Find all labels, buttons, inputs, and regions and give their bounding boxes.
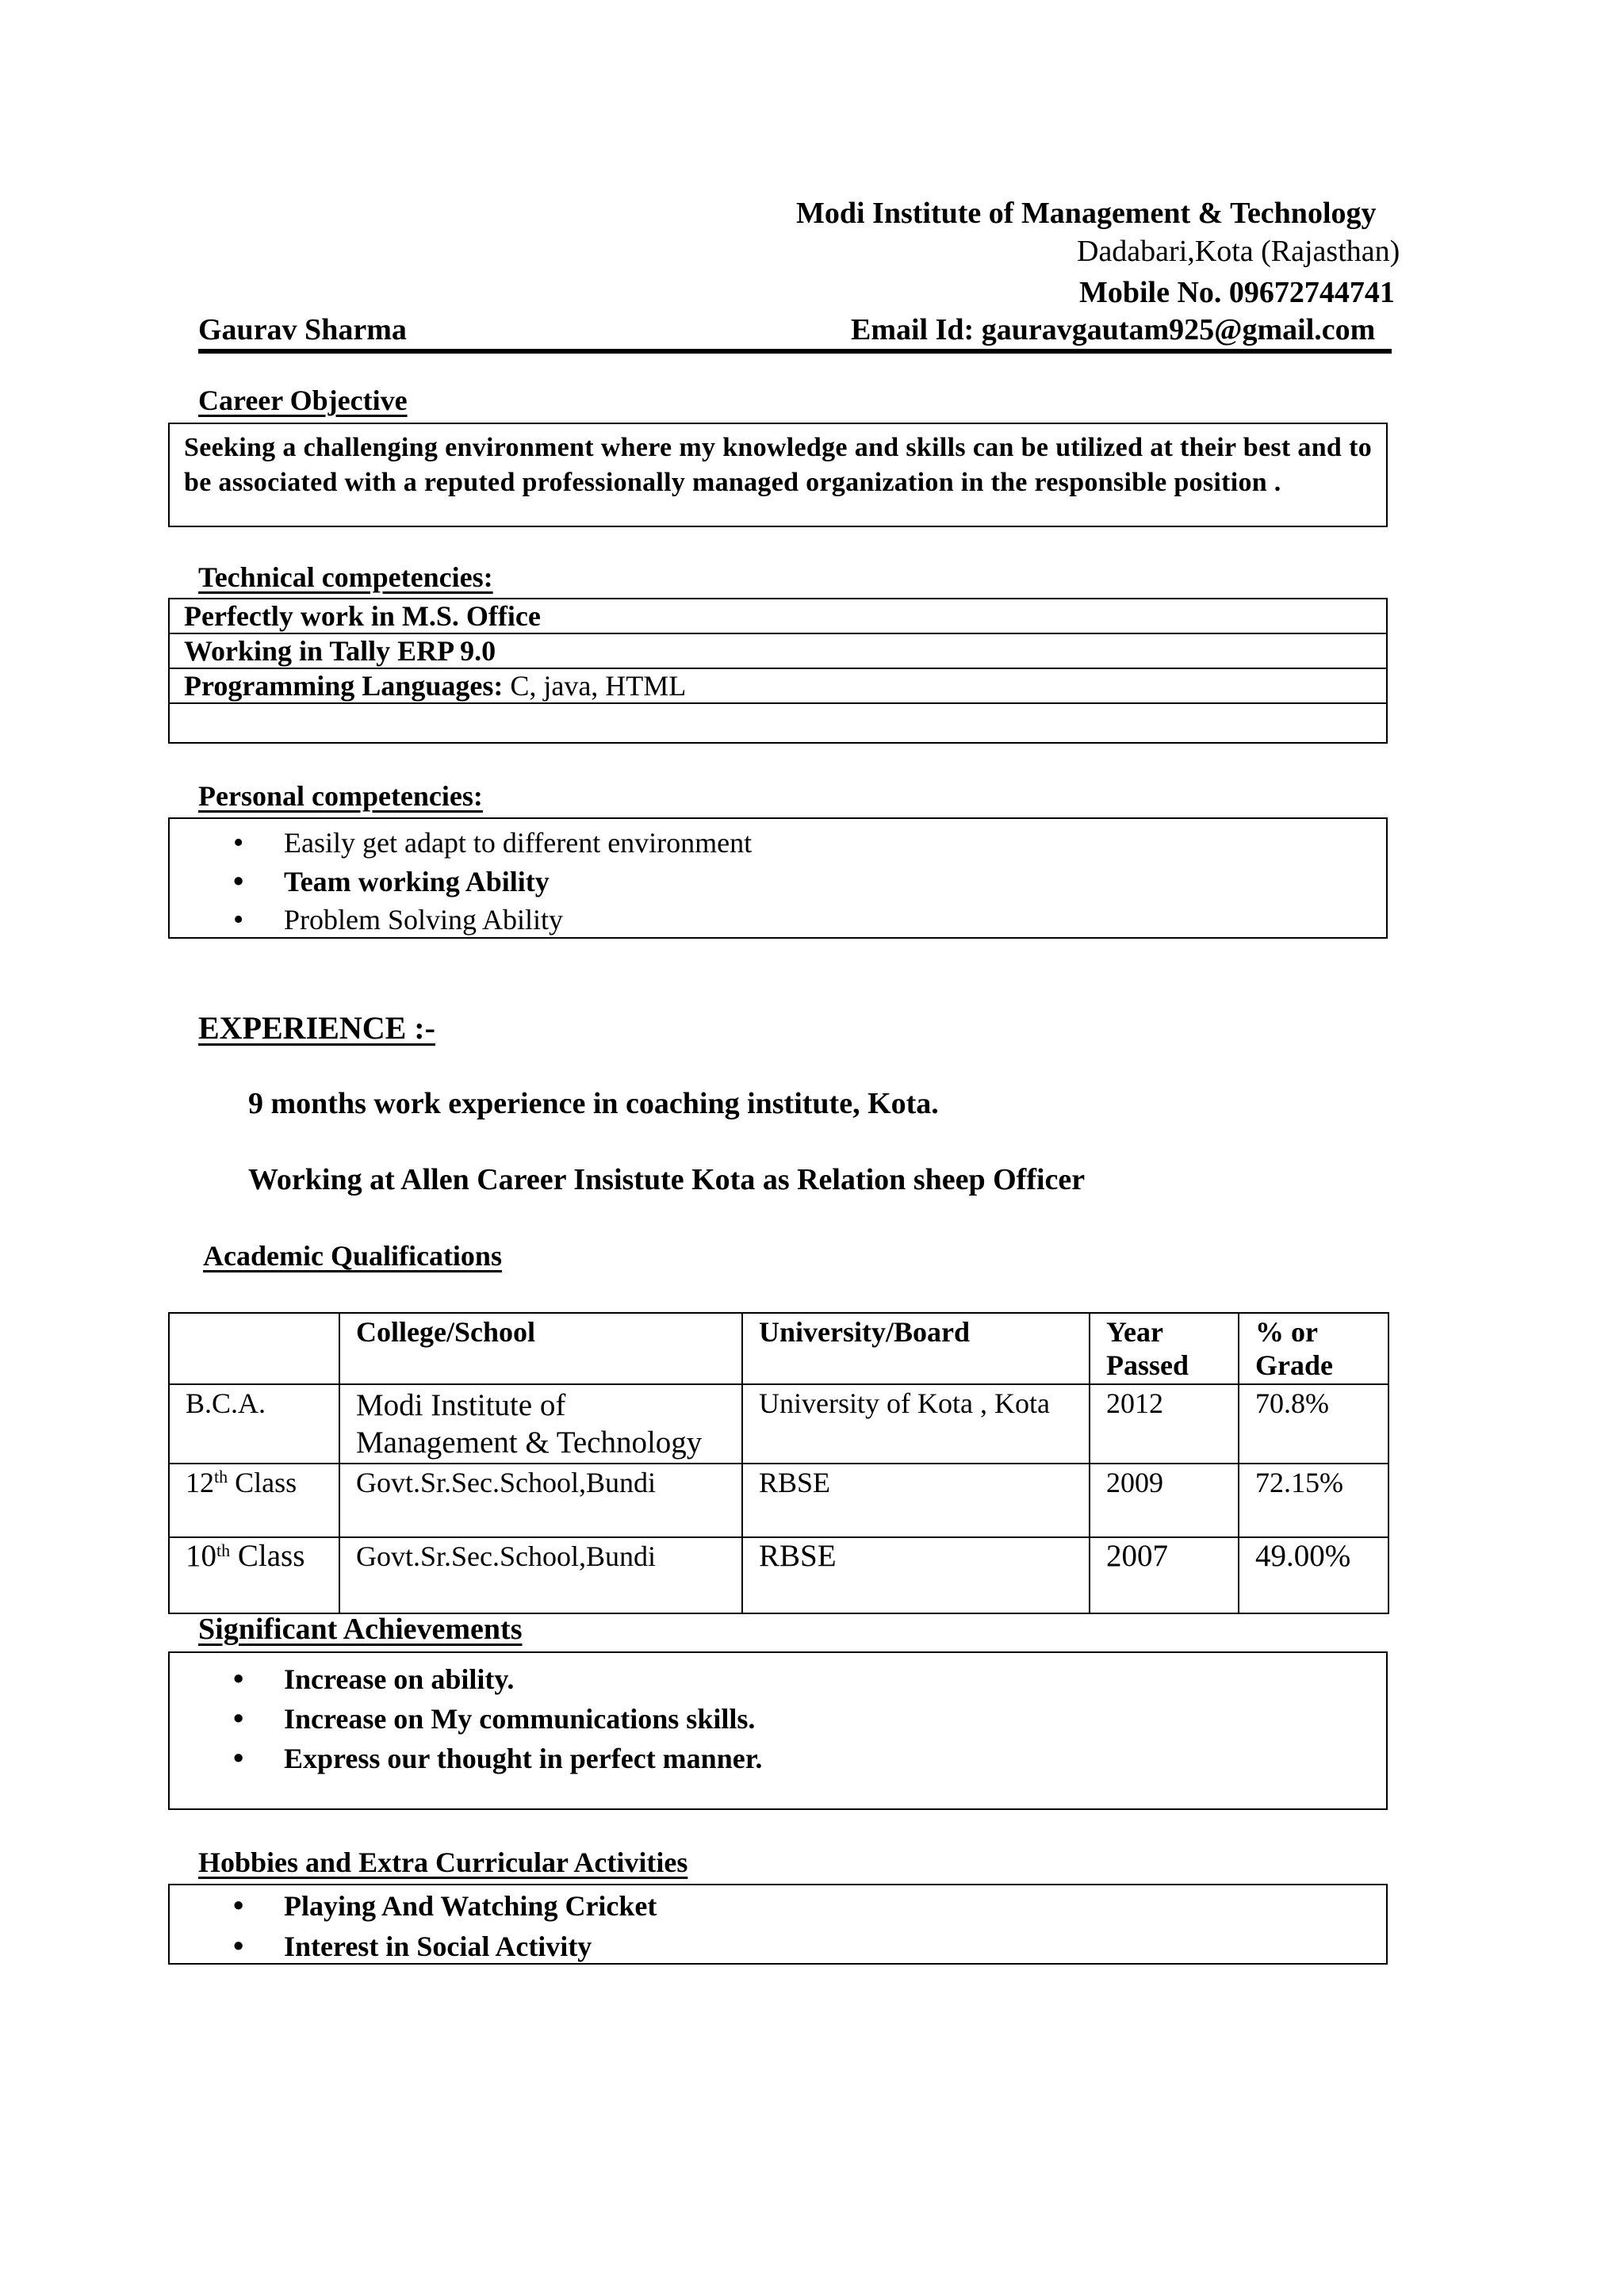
course-suffix: th (216, 1540, 231, 1560)
academic-qualifications-title: Academic Qualifications (203, 1240, 502, 1272)
course-number: 10 (186, 1539, 216, 1573)
year-cell: 2009 (1090, 1464, 1239, 1537)
list-item: • Team working Ability (170, 862, 1386, 901)
personal-competencies-box (168, 817, 1388, 939)
institute-name: Modi Institute of Management & Technology (796, 197, 1377, 230)
header-cell (169, 1313, 339, 1384)
course-label: Class (230, 1539, 305, 1573)
personal-competencies-list (170, 819, 1386, 938)
list-item: • Increase on My communications skills. (170, 1699, 1386, 1739)
technical-row-bold: Programming Languages: (184, 670, 504, 702)
year-cell: 2007 (1090, 1537, 1239, 1613)
course-cell: B.C.A. (169, 1384, 339, 1464)
technical-row (170, 634, 1386, 669)
technical-row (170, 599, 1386, 634)
career-objective-title: Career Objective (198, 385, 408, 416)
grade-cell: 72.15% (1239, 1464, 1388, 1537)
technical-competencies-title: Technical competencies: (198, 561, 493, 593)
college-cell: Govt.Sr.Sec.School,Bundi (339, 1537, 742, 1613)
list-item: • Playing And Watching Cricket (170, 1885, 1386, 1927)
experience-line: Working at Allen Career Insistute Kota as Relation sheep Officer (248, 1163, 1086, 1196)
hobbies-list (170, 1885, 1386, 1966)
course-suffix: th (214, 1467, 228, 1487)
technical-row (170, 704, 1386, 739)
personal-competencies-title: Personal competencies: (198, 780, 483, 812)
technical-competencies-box (168, 598, 1388, 744)
hobbies-title: Hobbies and Extra Curricular Activities (198, 1846, 688, 1878)
list-item: • Increase on ability. (170, 1659, 1386, 1699)
technical-row (170, 669, 1386, 704)
experience-title: EXPERIENCE :- (198, 1010, 435, 1046)
achievements-list (170, 1653, 1386, 1778)
table-row (169, 1537, 1388, 1613)
course-cell (169, 1537, 339, 1613)
technical-row-normal: C, java, HTML (503, 670, 687, 702)
course-label: Class (228, 1467, 297, 1498)
header-cell: University/Board (742, 1313, 1090, 1384)
course-number: 12 (186, 1467, 214, 1498)
board-cell: University of Kota , Kota (742, 1384, 1090, 1464)
technical-row-bold: Perfectly work in M.S. Office (184, 600, 541, 632)
technical-row-bold: Working in Tally ERP 9.0 (184, 635, 496, 667)
table-row (169, 1384, 1388, 1464)
career-objective-text: Seeking a challenging environment where my knowledge and skills can be utilized at their best and to be associated with a reputed professionally managed organization in the responsible position . (184, 433, 1372, 497)
college-cell: Modi Institute of Management & Technology (339, 1384, 742, 1464)
list-item: • Problem Solving Ability (170, 901, 1386, 938)
candidate-name: Gaurav Sharma (198, 313, 407, 346)
hobbies-box (168, 1884, 1388, 1965)
list-item: • Express our thought in perfect manner. (170, 1739, 1386, 1778)
table-header-row (169, 1313, 1388, 1384)
college-cell: Govt.Sr.Sec.School,Bundi (339, 1464, 742, 1537)
career-objective-box (168, 423, 1388, 527)
email-address: Email Id: gauravgautam925@gmail.com (851, 313, 1376, 346)
header-cell: Year Passed (1090, 1313, 1239, 1384)
list-item: • Interest in Social Activity (170, 1927, 1386, 1966)
board-cell: RBSE (742, 1464, 1090, 1537)
achievements-title: Significant Achievements (198, 1613, 523, 1646)
header-cell: % or Grade (1239, 1313, 1388, 1384)
header-cell: College/School (339, 1313, 742, 1384)
header-rule (198, 349, 1392, 354)
year-cell: 2012 (1090, 1384, 1239, 1464)
grade-cell: 49.00% (1239, 1537, 1388, 1613)
academic-table (168, 1312, 1389, 1614)
list-item: • Easily get adapt to different environment (170, 824, 1386, 862)
mobile-number: Mobile No. 09672744741 (1079, 276, 1395, 309)
achievements-box (168, 1651, 1388, 1810)
board-cell: RBSE (742, 1537, 1090, 1613)
course-cell (169, 1464, 339, 1537)
table-row (169, 1464, 1388, 1537)
institute-address: Dadabari,Kota (Rajasthan) (1077, 235, 1400, 268)
grade-cell: 70.8% (1239, 1384, 1388, 1464)
experience-line: 9 months work experience in coaching institute, Kota. (248, 1087, 939, 1120)
